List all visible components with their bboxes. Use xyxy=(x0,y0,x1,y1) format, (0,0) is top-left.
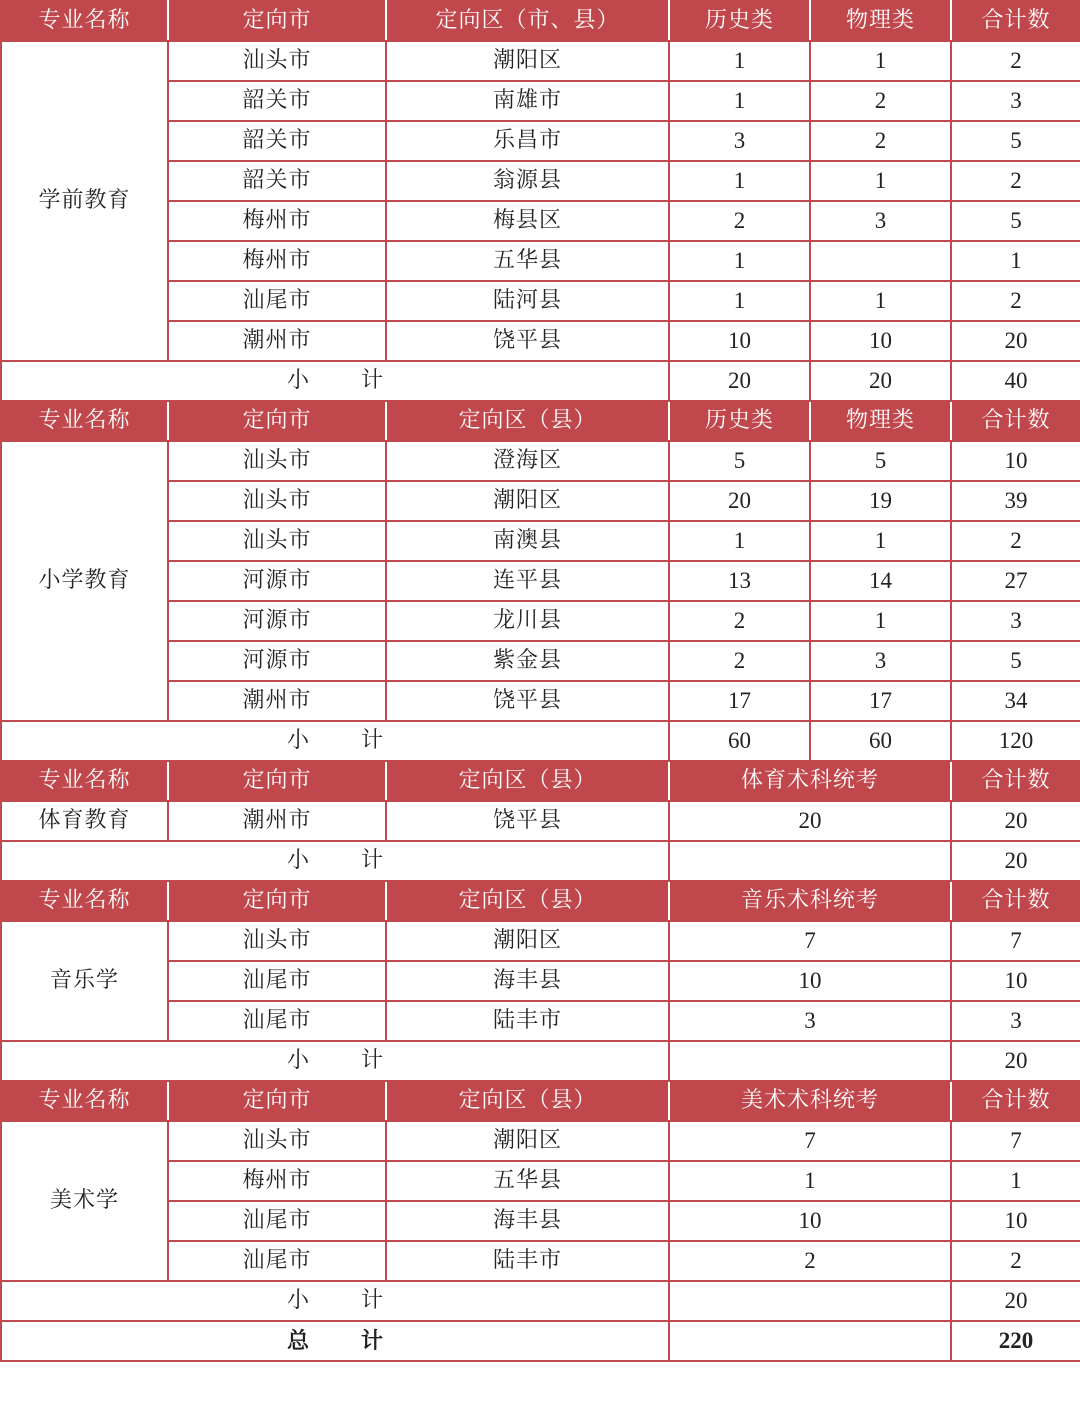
major-name: 音乐学 xyxy=(1,921,168,1041)
count-cell: 3 xyxy=(951,601,1080,641)
count-cell: 2 xyxy=(951,281,1080,321)
column-header: 音乐术科统考 xyxy=(669,881,951,921)
count-cell: 3 xyxy=(810,201,951,241)
count-cell: 5 xyxy=(951,641,1080,681)
count-cell: 2 xyxy=(810,121,951,161)
grand-total-value xyxy=(669,1321,951,1361)
subtotal-label xyxy=(1,1041,669,1081)
grand-total-label xyxy=(1,1321,669,1361)
city-cell: 汕头市 xyxy=(168,481,386,521)
section-header-row xyxy=(1,1,1080,41)
column-header: 历史类 xyxy=(669,401,810,441)
subtotal-value xyxy=(669,1041,951,1081)
subtotal-label xyxy=(1,721,669,761)
column-header: 体育术科统考 xyxy=(669,761,951,801)
city-cell: 潮州市 xyxy=(168,321,386,361)
district-cell: 南澳县 xyxy=(386,521,669,561)
city-cell: 汕头市 xyxy=(168,521,386,561)
count-cell: 3 xyxy=(810,641,951,681)
count-cell: 1 xyxy=(810,601,951,641)
column-header: 合计数 xyxy=(951,1081,1080,1121)
count-cell: 2 xyxy=(669,641,810,681)
subtotal-row xyxy=(1,721,1080,761)
count-cell: 3 xyxy=(951,1001,1080,1041)
column-header: 定向区（县） xyxy=(386,401,669,441)
count-cell: 2 xyxy=(951,521,1080,561)
subtotal-label-b: 计 xyxy=(361,1048,384,1073)
city-cell: 汕尾市 xyxy=(168,281,386,321)
subtotal-row xyxy=(1,361,1080,401)
column-header: 专业名称 xyxy=(1,761,168,801)
subtotal-value: 40 xyxy=(951,361,1080,401)
subtotal-value: 120 xyxy=(951,721,1080,761)
subtotal-label-b: 计 xyxy=(361,368,384,393)
count-cell: 10 xyxy=(669,961,951,1001)
district-cell: 翁源县 xyxy=(386,161,669,201)
subtotal-value xyxy=(669,1281,951,1321)
grand-total-value: 220 xyxy=(951,1321,1080,1361)
city-cell: 河源市 xyxy=(168,641,386,681)
major-name: 学前教育 xyxy=(1,41,168,361)
count-cell: 20 xyxy=(951,321,1080,361)
city-cell: 汕头市 xyxy=(168,441,386,481)
column-header: 定向市 xyxy=(168,1,386,41)
count-cell: 1 xyxy=(669,81,810,121)
count-cell: 1 xyxy=(810,161,951,201)
count-cell: 10 xyxy=(951,961,1080,1001)
column-header: 定向市 xyxy=(168,1081,386,1121)
column-header: 合计数 xyxy=(951,761,1080,801)
count-cell: 34 xyxy=(951,681,1080,721)
count-cell: 1 xyxy=(669,1161,951,1201)
section-header-row xyxy=(1,1081,1080,1121)
column-header: 定向市 xyxy=(168,881,386,921)
column-header: 定向区（市、县） xyxy=(386,1,669,41)
city-cell: 潮州市 xyxy=(168,681,386,721)
subtotal-label-a: 小 xyxy=(286,368,309,393)
district-cell: 陆丰市 xyxy=(386,1001,669,1041)
count-cell: 13 xyxy=(669,561,810,601)
count-cell: 1 xyxy=(951,1161,1080,1201)
count-cell: 5 xyxy=(951,121,1080,161)
district-cell: 连平县 xyxy=(386,561,669,601)
major-name: 小学教育 xyxy=(1,441,168,721)
subtotal-label xyxy=(1,361,669,401)
count-cell: 3 xyxy=(669,1001,951,1041)
district-cell: 乐昌市 xyxy=(386,121,669,161)
count-cell: 1 xyxy=(810,281,951,321)
count-cell: 7 xyxy=(951,921,1080,961)
city-cell: 河源市 xyxy=(168,601,386,641)
city-cell: 汕头市 xyxy=(168,921,386,961)
section-header-row xyxy=(1,401,1080,441)
count-cell: 20 xyxy=(951,801,1080,841)
column-header: 专业名称 xyxy=(1,401,168,441)
table-row xyxy=(1,41,1080,81)
district-cell: 陆丰市 xyxy=(386,1241,669,1281)
column-header: 专业名称 xyxy=(1,1,168,41)
table-row xyxy=(1,801,1080,841)
count-cell: 1 xyxy=(810,521,951,561)
subtotal-row xyxy=(1,841,1080,881)
count-cell: 3 xyxy=(951,81,1080,121)
city-cell: 韶关市 xyxy=(168,81,386,121)
district-cell: 潮阳区 xyxy=(386,41,669,81)
column-header: 历史类 xyxy=(669,1,810,41)
district-cell: 陆河县 xyxy=(386,281,669,321)
city-cell: 汕尾市 xyxy=(168,1241,386,1281)
subtotal-value: 20 xyxy=(669,361,810,401)
column-header: 专业名称 xyxy=(1,1081,168,1121)
count-cell: 1 xyxy=(669,241,810,281)
count-cell: 2 xyxy=(951,161,1080,201)
subtotal-value: 60 xyxy=(810,721,951,761)
column-header: 合计数 xyxy=(951,1,1080,41)
count-cell: 14 xyxy=(810,561,951,601)
column-header: 专业名称 xyxy=(1,881,168,921)
district-cell: 饶平县 xyxy=(386,801,669,841)
subtotal-label xyxy=(1,1281,669,1321)
city-cell: 梅州市 xyxy=(168,201,386,241)
count-cell: 7 xyxy=(951,1121,1080,1161)
column-header: 合计数 xyxy=(951,401,1080,441)
subtotal-row xyxy=(1,1041,1080,1081)
major-name: 美术学 xyxy=(1,1121,168,1281)
count-cell: 10 xyxy=(669,321,810,361)
count-cell: 2 xyxy=(810,81,951,121)
count-cell: 1 xyxy=(951,241,1080,281)
count-cell: 10 xyxy=(951,441,1080,481)
count-cell: 19 xyxy=(810,481,951,521)
column-header: 物理类 xyxy=(810,1,951,41)
count-cell: 1 xyxy=(669,161,810,201)
column-header: 定向区（县） xyxy=(386,881,669,921)
count-cell: 10 xyxy=(951,1201,1080,1241)
subtotal-row xyxy=(1,1281,1080,1321)
district-cell: 龙川县 xyxy=(386,601,669,641)
column-header: 合计数 xyxy=(951,881,1080,921)
district-cell: 潮阳区 xyxy=(386,1121,669,1161)
district-cell: 五华县 xyxy=(386,1161,669,1201)
city-cell: 梅州市 xyxy=(168,241,386,281)
district-cell: 澄海区 xyxy=(386,441,669,481)
count-cell: 27 xyxy=(951,561,1080,601)
subtotal-value: 20 xyxy=(810,361,951,401)
city-cell: 韶关市 xyxy=(168,161,386,201)
subtotal-label-b: 计 xyxy=(361,1288,384,1313)
count-cell: 1 xyxy=(669,41,810,81)
count-cell: 10 xyxy=(669,1201,951,1241)
district-cell: 南雄市 xyxy=(386,81,669,121)
table-row xyxy=(1,441,1080,481)
district-cell: 饶平县 xyxy=(386,321,669,361)
count-cell: 2 xyxy=(951,41,1080,81)
subtotal-value: 20 xyxy=(951,841,1080,881)
count-cell: 2 xyxy=(669,201,810,241)
subtotal-label-a: 小 xyxy=(286,728,309,753)
district-cell: 梅县区 xyxy=(386,201,669,241)
count-cell: 5 xyxy=(951,201,1080,241)
subtotal-value: 20 xyxy=(951,1281,1080,1321)
table-row xyxy=(1,1121,1080,1161)
count-cell: 2 xyxy=(669,601,810,641)
city-cell: 梅州市 xyxy=(168,1161,386,1201)
column-header: 定向市 xyxy=(168,401,386,441)
column-header: 定向区（县） xyxy=(386,761,669,801)
column-header: 物理类 xyxy=(810,401,951,441)
city-cell: 河源市 xyxy=(168,561,386,601)
grand-total-label-a: 总 xyxy=(286,1328,309,1354)
count-cell: 1 xyxy=(810,41,951,81)
count-cell: 7 xyxy=(669,1121,951,1161)
count-cell: 1 xyxy=(669,281,810,321)
count-cell: 3 xyxy=(669,121,810,161)
subtotal-label-b: 计 xyxy=(361,848,384,873)
count-cell: 17 xyxy=(669,681,810,721)
subtotal-value: 60 xyxy=(669,721,810,761)
subtotal-label xyxy=(1,841,669,881)
column-header: 定向市 xyxy=(168,761,386,801)
city-cell: 韶关市 xyxy=(168,121,386,161)
count-cell xyxy=(810,241,951,281)
district-cell: 潮阳区 xyxy=(386,921,669,961)
count-cell: 5 xyxy=(810,441,951,481)
subtotal-value: 20 xyxy=(951,1041,1080,1081)
grand-total-label-b: 计 xyxy=(361,1328,384,1354)
count-cell: 1 xyxy=(669,521,810,561)
column-header: 定向区（县） xyxy=(386,1081,669,1121)
subtotal-label-a: 小 xyxy=(286,1288,309,1313)
subtotal-label-a: 小 xyxy=(286,1048,309,1073)
section-header-row xyxy=(1,881,1080,921)
count-cell: 20 xyxy=(669,481,810,521)
district-cell: 潮阳区 xyxy=(386,481,669,521)
count-cell: 7 xyxy=(669,921,951,961)
count-cell: 2 xyxy=(951,1241,1080,1281)
district-cell: 海丰县 xyxy=(386,1201,669,1241)
section-header-row xyxy=(1,761,1080,801)
district-cell: 饶平县 xyxy=(386,681,669,721)
count-cell: 2 xyxy=(669,1241,951,1281)
count-cell: 10 xyxy=(810,321,951,361)
subtotal-label-a: 小 xyxy=(286,848,309,873)
district-cell: 紫金县 xyxy=(386,641,669,681)
city-cell: 汕头市 xyxy=(168,1121,386,1161)
grand-total-row xyxy=(1,1321,1080,1361)
district-cell: 海丰县 xyxy=(386,961,669,1001)
city-cell: 潮州市 xyxy=(168,801,386,841)
column-header: 美术术科统考 xyxy=(669,1081,951,1121)
city-cell: 汕尾市 xyxy=(168,1001,386,1041)
table-row xyxy=(1,921,1080,961)
city-cell: 汕尾市 xyxy=(168,961,386,1001)
subtotal-value xyxy=(669,841,951,881)
city-cell: 汕头市 xyxy=(168,41,386,81)
city-cell: 汕尾市 xyxy=(168,1201,386,1241)
count-cell: 5 xyxy=(669,441,810,481)
count-cell: 39 xyxy=(951,481,1080,521)
major-name: 体育教育 xyxy=(1,801,168,841)
subtotal-label-b: 计 xyxy=(361,728,384,753)
count-cell: 17 xyxy=(810,681,951,721)
count-cell: 20 xyxy=(669,801,951,841)
district-cell: 五华县 xyxy=(386,241,669,281)
